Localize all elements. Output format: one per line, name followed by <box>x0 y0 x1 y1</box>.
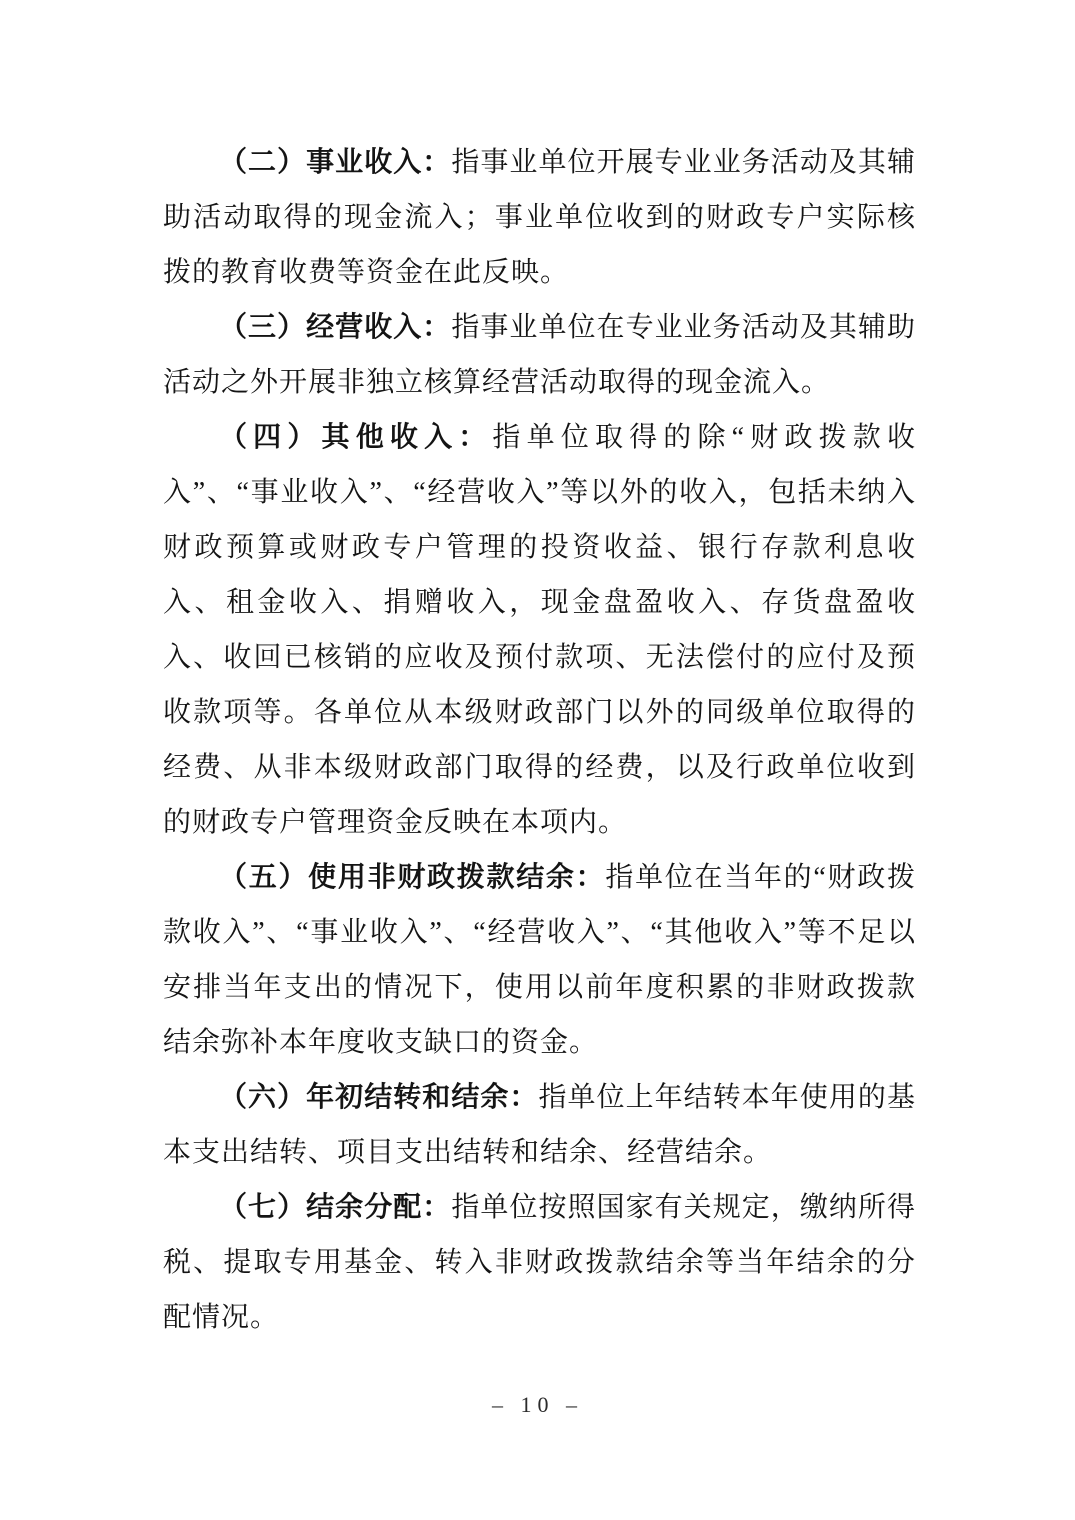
paragraph-text: 指事业单位开展专业业务活动及其辅助活动取得的现金流入；事业单位收到的财政专户实际核拨的教育收费等资金在此反映。 <box>163 147 916 288</box>
paragraph-text: 指事业单位在专业业务活动及其辅助活动之外开展非独立核算经营活动取得的现金流入。 <box>163 312 916 398</box>
paragraph-career-income <box>163 135 916 300</box>
paragraph-other-income <box>163 410 916 850</box>
paragraph-carryover <box>163 1070 916 1180</box>
paragraph-text: 指单位按照国家有关规定，缴纳所得税、提取专用基金、转入非财政拨款结余等当年结余的分配情况。 <box>163 1192 916 1333</box>
paragraph-non-fiscal-surplus <box>163 850 916 1070</box>
paragraph-lead: （七）结余分配： <box>219 1192 452 1223</box>
paragraph-text: 指单位取得的除“财政拨款收入”、“事业收入”、“经营收入”等以外的收入，包括未纳入财政预算或财政专户管理的投资收益、银行存款利息收入、租金收入、捐赠收入，现金盘盈收入、存货盘盈收入、收回已核销的应收及预付款项、无法偿付的应付及预收款项等。各单位从本级财政部门以外的同级单位取得的经费、从非本级财政部门取得的经费，以及行政单位收到的财政专户管理资金反映在本项内。 <box>163 422 916 838</box>
paragraph-text: 指单位上年结转本年使用的基本支出结转、项目支出结转和结余、经营结余。 <box>163 1082 916 1168</box>
page-number: – 10 – <box>492 1392 583 1417</box>
paragraph-lead: （二）事业收入： <box>219 147 452 178</box>
paragraph-lead: （三）经营收入： <box>219 312 452 343</box>
paragraph-surplus-distribution <box>163 1180 916 1345</box>
paragraph-lead: （四）其他收入： <box>219 422 493 453</box>
paragraph-operating-income <box>163 300 916 410</box>
document-body <box>163 135 916 1345</box>
paragraph-lead: （五）使用非财政拨款结余： <box>219 862 606 893</box>
paragraph-text: 指单位在当年的“财政拨款收入”、“事业收入”、“经营收入”、“其他收入”等不足以安排当年支出的情况下，使用以前年度积累的非财政拨款结余弥补本年度收支缺口的资金。 <box>163 862 916 1058</box>
paragraph-lead: （六）年初结转和结余： <box>219 1082 539 1113</box>
